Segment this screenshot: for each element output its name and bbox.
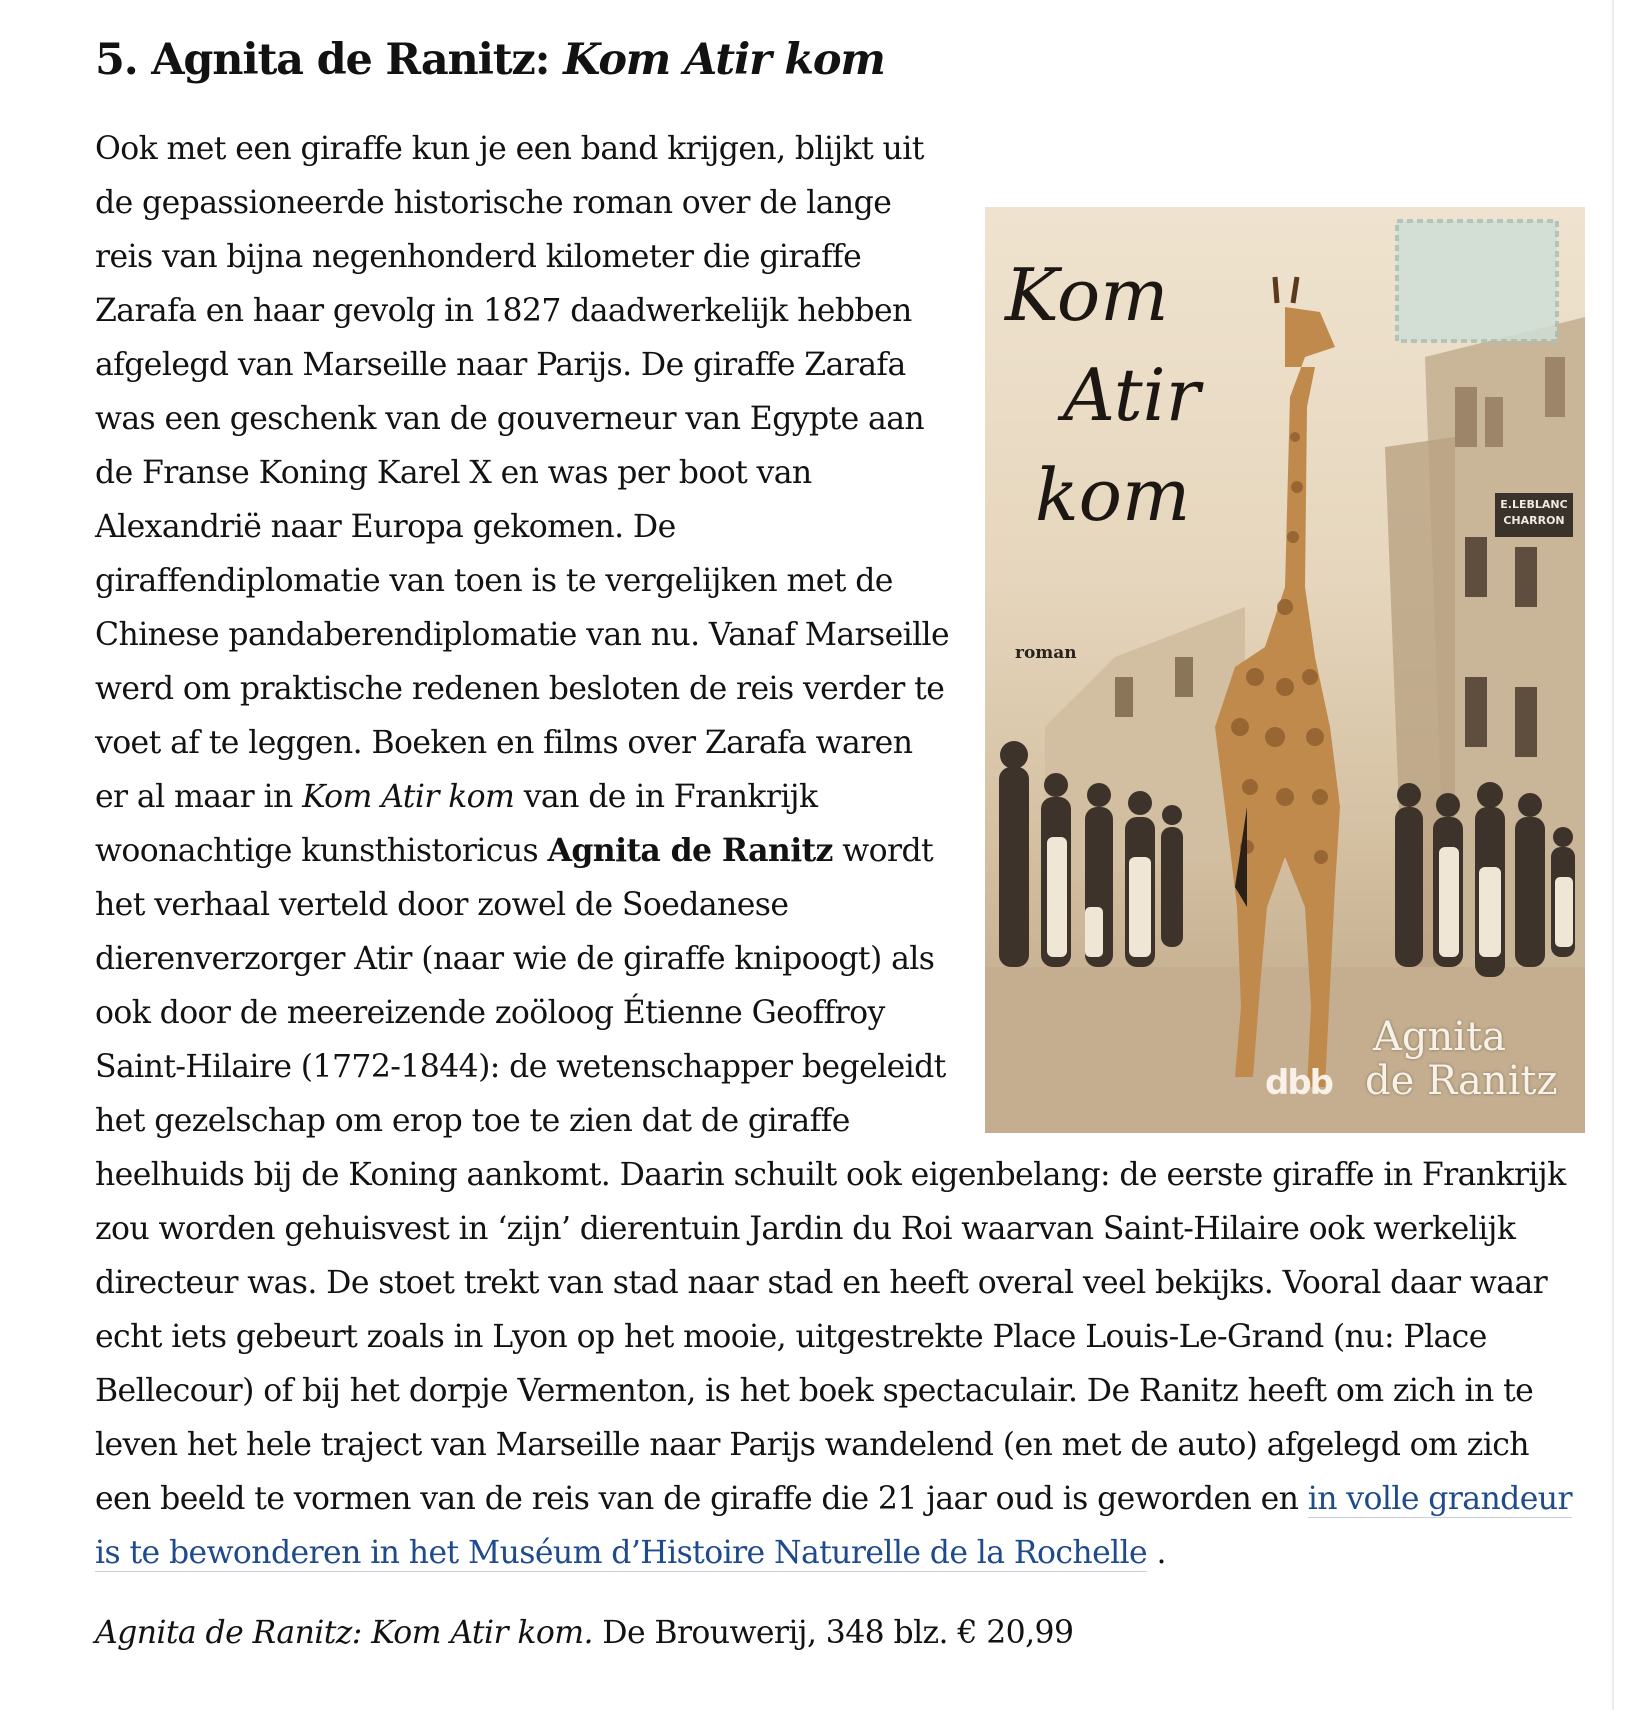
section-headline (95, 20, 1585, 100)
museum-link[interactable]: in volle grandeur is te bewonderen in het Muséum d’Histoire Naturelle de la Rochelle (95, 1481, 1572, 1571)
cover-author-line: Agnita (1373, 1014, 1506, 1060)
body-text: van de in Frankrijk woonachtige kunsthistoricus (95, 779, 818, 869)
shop-sign-line: E.LEBLANC (1500, 498, 1568, 511)
page-right-divider (1612, 0, 1614, 1710)
credit-publisher-price: De Brouwerij, 348 blz. € 20,99 (592, 1615, 1074, 1651)
body-text: . (1147, 1535, 1166, 1571)
cover-title (1005, 245, 1200, 545)
cover-genre: roman (1015, 643, 1077, 663)
headline-book-title: Kom Atir kom (563, 35, 885, 85)
headline-lead: 5. Agnita de Ranitz: (95, 35, 564, 85)
cover-title-line: Kom (1005, 253, 1169, 337)
body-text: Ook met een giraffe kun je een band krijgen, blijkt uit de gepassioneerde historische roman over de lange reis van bijna negenhonderd kilometer die giraffe Zarafa en haar gevolg in 1827 daadwerkelijk hebben afgelegd van Marseille naar Parijs. De giraffe Zarafa was een geschenk van de gouverneur van Egypte aan de Franse Koning Karel X en was per boot van Alexandrië naar Europa gekomen. De giraffendiplomatie van toen is te vergelijken met de Chinese pandaberendiplomatie van nu. Vanaf Marseille werd om praktische redenen besloten de reis verder te voet af te leggen. Boeken en films over Zarafa waren er al maar in (95, 131, 950, 815)
credit-title: Agnita de Ranitz: Kom Atir kom. (95, 1615, 593, 1651)
cover-title-line: Atir (1063, 353, 1201, 437)
shop-sign-line: CHARRON (1503, 514, 1565, 527)
book-cover-image (985, 207, 1585, 1133)
publisher-logo: dbb (1265, 1063, 1333, 1103)
cover-shop-sign (1495, 493, 1573, 537)
book-title-inline: Kom Atir kom (302, 779, 515, 815)
book-credit-line (95, 1606, 1585, 1660)
cover-author-line: de Ranitz (1365, 1058, 1558, 1104)
cover-title-line: kom (1035, 453, 1191, 537)
article-section (95, 20, 1585, 1660)
body-text: wordt het verhaal verteld door zowel de Soedanese dierenverzorger Atir (naar wie de giraffe knipoogt) als ook door de meereizende zoöloog Étienne Geoffroy Saint-Hilaire (1772-1844): de wetenschapper begeleidt het gezelschap om erop toe te zien dat de giraffe heelhuids bij de Koning aankomt. Daarin schuilt ook eigenbelang: de eerste giraffe in Frankrijk zou worden gehuisvest in ‘zijn’ dierentuin Jardin du Roi waarvan Saint-Hilaire ook werkelijk directeur was. De stoet trekt van stad naar stad en heeft overal veel bekijks. Vooral daar waar echt iets gebeurt zoals in Lyon op het mooie, uitgestrekte Place Louis-Le-Grand (nu: Place Bellecour) of bij het dorpje Vermenton, is het boek spectaculair. De Ranitz heeft om zich in te leven het hele traject van Marseille naar Parijs wandelend (en met de auto) afgelegd om zich een beeld te vormen van de reis van de giraffe die 21 jaar oud is geworden en (95, 833, 1566, 1517)
author-name-bold: Agnita de Ranitz (547, 832, 833, 869)
cover-author (1365, 1014, 1558, 1104)
